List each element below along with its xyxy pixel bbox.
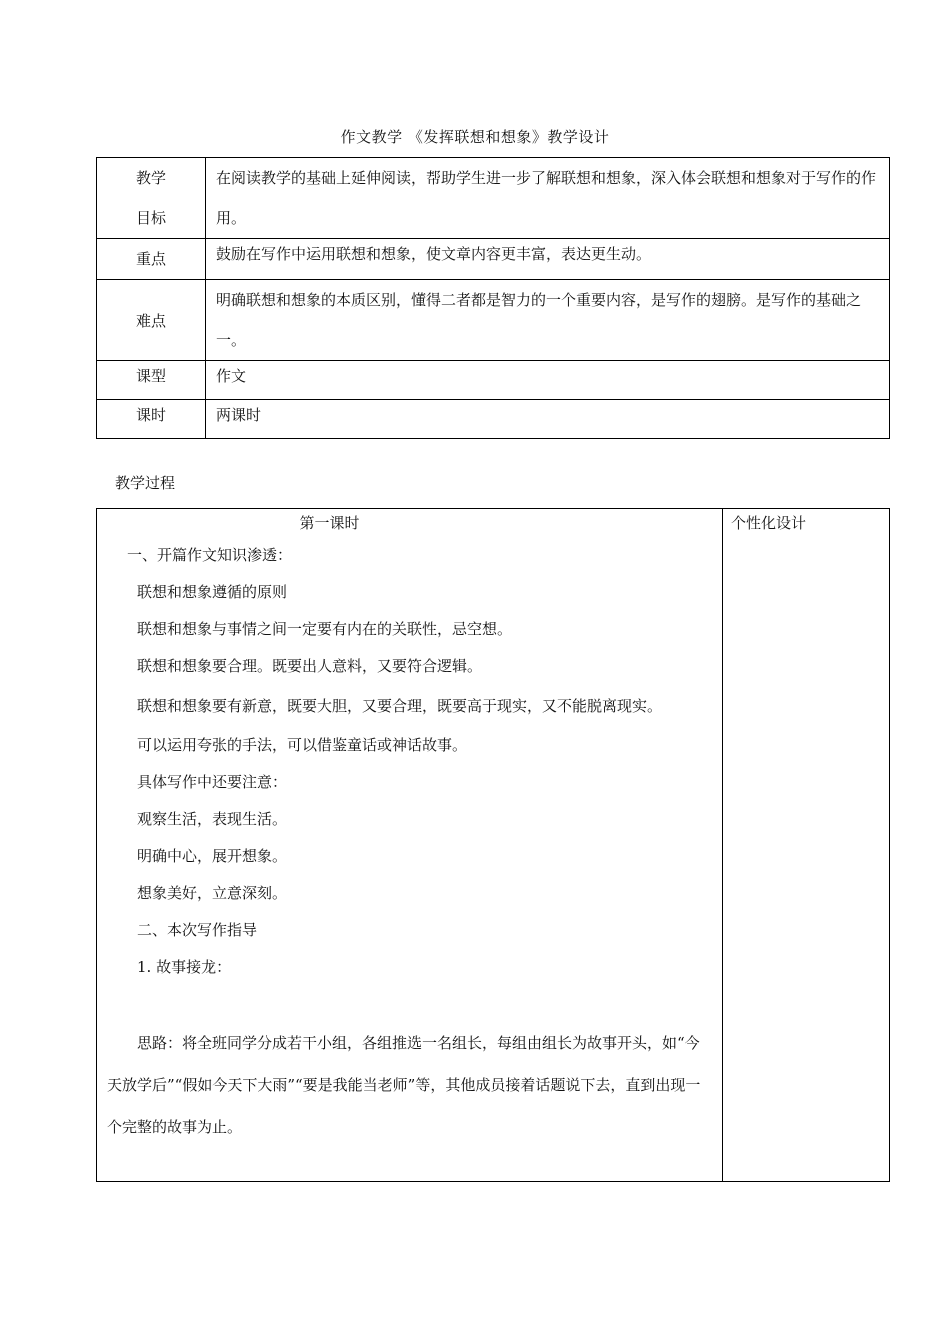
process-paragraph: 一、开篇作文知识渗透： [127, 546, 293, 564]
document-title: 作文教学 《发挥联想和想象》教学设计 [340, 128, 610, 146]
table-row [97, 509, 890, 1182]
process-paragraph: 观察生活，表现生活。 [137, 810, 288, 828]
session-title: 第一课时 [299, 514, 360, 532]
spacer [107, 986, 712, 1022]
table-row [97, 280, 890, 361]
process-paragraph: 1. 故事接龙： [137, 958, 232, 976]
row-label: 难点 [97, 280, 206, 361]
process-paragraph: 具体写作中还要注意： [137, 773, 288, 791]
process-paragraph: 想象美好，立意深刻。 [137, 884, 288, 902]
row-content: 作文 [206, 361, 890, 400]
table-row [97, 158, 890, 239]
idea-paragraph: 思路：将全班同学分成若干小组，各组推选一名组长，每组由组长为故事开头，如“今天放学后”“假如今天下大雨”“要是我能当老师”等，其他成员接着话题说下去，直到出现一个完整的故事为止。 [107, 1034, 701, 1136]
table-row [97, 239, 890, 280]
process-paragraph: 明确中心，展开想象。 [137, 847, 288, 865]
row-content: 明确联想和想象的本质区别，懂得二者都是智力的一个重要内容，是写作的翅膀。是写作的基础之一。 [206, 280, 890, 361]
row-content: 鼓励在写作中运用联想和想象，使文章内容更丰富，表达更生动。 [206, 239, 890, 280]
row-label: 课时 [97, 400, 206, 439]
row-label: 课型 [97, 361, 206, 400]
teaching-process-table [96, 508, 890, 1182]
process-paragraph: 二、本次写作指导 [137, 921, 258, 939]
process-main-cell [97, 509, 723, 1182]
row-content: 在阅读教学的基础上延伸阅读，帮助学生进一步了解联想和想象，深入体会联想和想象对于写作的作用。 [206, 158, 890, 239]
section-title: 教学过程 [115, 474, 176, 492]
lesson-info-table [96, 157, 890, 439]
personalized-design-cell [723, 509, 890, 1182]
process-paragraph: 联想和想象遵循的原则 [137, 583, 288, 601]
table-row [97, 400, 890, 439]
table-row [97, 361, 890, 400]
process-paragraph: 可以运用夸张的手法，可以借鉴童话或神话故事。 [137, 736, 468, 754]
label-line: 目标 [135, 209, 166, 227]
process-paragraph: 联想和想象与事情之间一定要有内在的关联性，忌空想。 [137, 620, 513, 638]
row-label: 重点 [97, 239, 206, 280]
process-paragraph: 联想和想象要有新意，既要大胆，又要合理，既要高于现实，又不能脱离现实。 [137, 697, 663, 715]
process-paragraph: 联想和想象要合理。既要出人意料，又要符合逻辑。 [137, 657, 483, 675]
row-label [97, 158, 206, 239]
label-line: 教学 [135, 169, 166, 187]
row-content: 两课时 [206, 400, 890, 439]
side-header: 个性化设计 [731, 514, 807, 532]
